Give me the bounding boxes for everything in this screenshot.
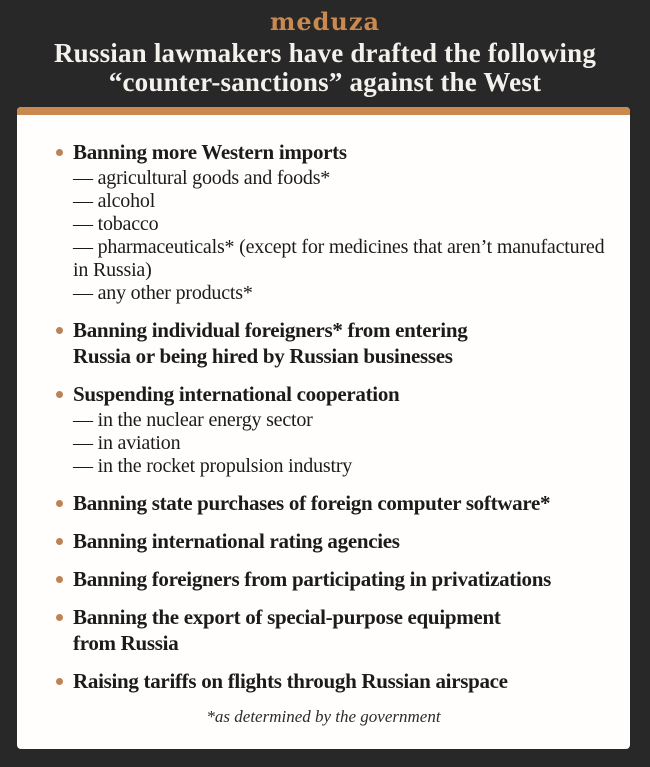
bullet-dot-icon — [56, 678, 63, 685]
heading-line: Banning the export of special-purpose equipment — [73, 605, 501, 629]
bullet-dot-icon — [56, 149, 63, 156]
list-items — [73, 139, 620, 694]
heading-line: Banning more Western imports — [73, 140, 347, 164]
sanctions-list — [17, 115, 630, 727]
list-item — [73, 317, 620, 369]
subitem-line: — agricultural goods and foods* — [73, 167, 331, 189]
bullet-dot-icon — [56, 576, 63, 583]
list-item — [73, 566, 620, 592]
heading-line: Raising tariffs on flights through Russian airspace — [73, 669, 508, 693]
list-item — [73, 490, 620, 516]
bullet-dot-icon — [56, 614, 63, 621]
item-heading — [73, 604, 620, 656]
subitem-line: — alcohol — [73, 190, 156, 212]
subitem-line: — any other products* — [73, 282, 253, 304]
list-item — [73, 528, 620, 554]
heading-line: Banning individual foreigners* from entering — [73, 318, 468, 342]
bullet-dot-icon — [56, 500, 63, 507]
subitem-line: — tobacco — [73, 213, 159, 235]
item-heading — [73, 668, 620, 694]
item-heading — [73, 139, 620, 165]
title-line-1: Russian lawmakers have drafted the following — [53, 38, 597, 68]
footnote: *as determined by the government — [206, 707, 441, 726]
bullet-dot-icon — [56, 391, 63, 398]
list-item — [73, 139, 620, 305]
heading-line: from Russia — [73, 631, 179, 655]
bullet-dot-icon — [56, 538, 63, 545]
item-heading — [73, 381, 620, 407]
item-heading — [73, 490, 620, 516]
heading-line: Banning foreigners from participating in privatizations — [73, 567, 551, 591]
bullet-dot-icon — [56, 327, 63, 334]
heading-line: Banning international rating agencies — [73, 529, 400, 553]
subitem-line: — in the rocket propulsion industry — [73, 455, 353, 477]
item-heading — [73, 528, 620, 554]
list-item — [73, 381, 620, 478]
subitem-line: — in the nuclear energy sector — [73, 409, 313, 431]
item-heading — [73, 566, 620, 592]
heading-line: Banning state purchases of foreign computer software* — [73, 491, 551, 515]
header — [0, 0, 650, 97]
title-line-2: “counter-sanctions” against the West — [108, 67, 542, 97]
list-item — [73, 604, 620, 656]
content-card — [17, 107, 630, 749]
item-heading — [73, 317, 620, 369]
list-item — [73, 668, 620, 694]
item-subitems — [73, 167, 620, 305]
item-subitems — [73, 409, 620, 478]
heading-line: Russia or being hired by Russian businesses — [73, 344, 453, 368]
subitem-line: — in aviation — [73, 432, 181, 454]
meduza-logo: meduza — [269, 7, 381, 36]
heading-line: Suspending international cooperation — [73, 382, 400, 406]
page-title — [0, 39, 650, 97]
subitem-line: — pharmaceuticals* (except for medicines that aren’t manufactured in Russia) — [73, 236, 605, 281]
card-accent-bar — [17, 107, 630, 115]
